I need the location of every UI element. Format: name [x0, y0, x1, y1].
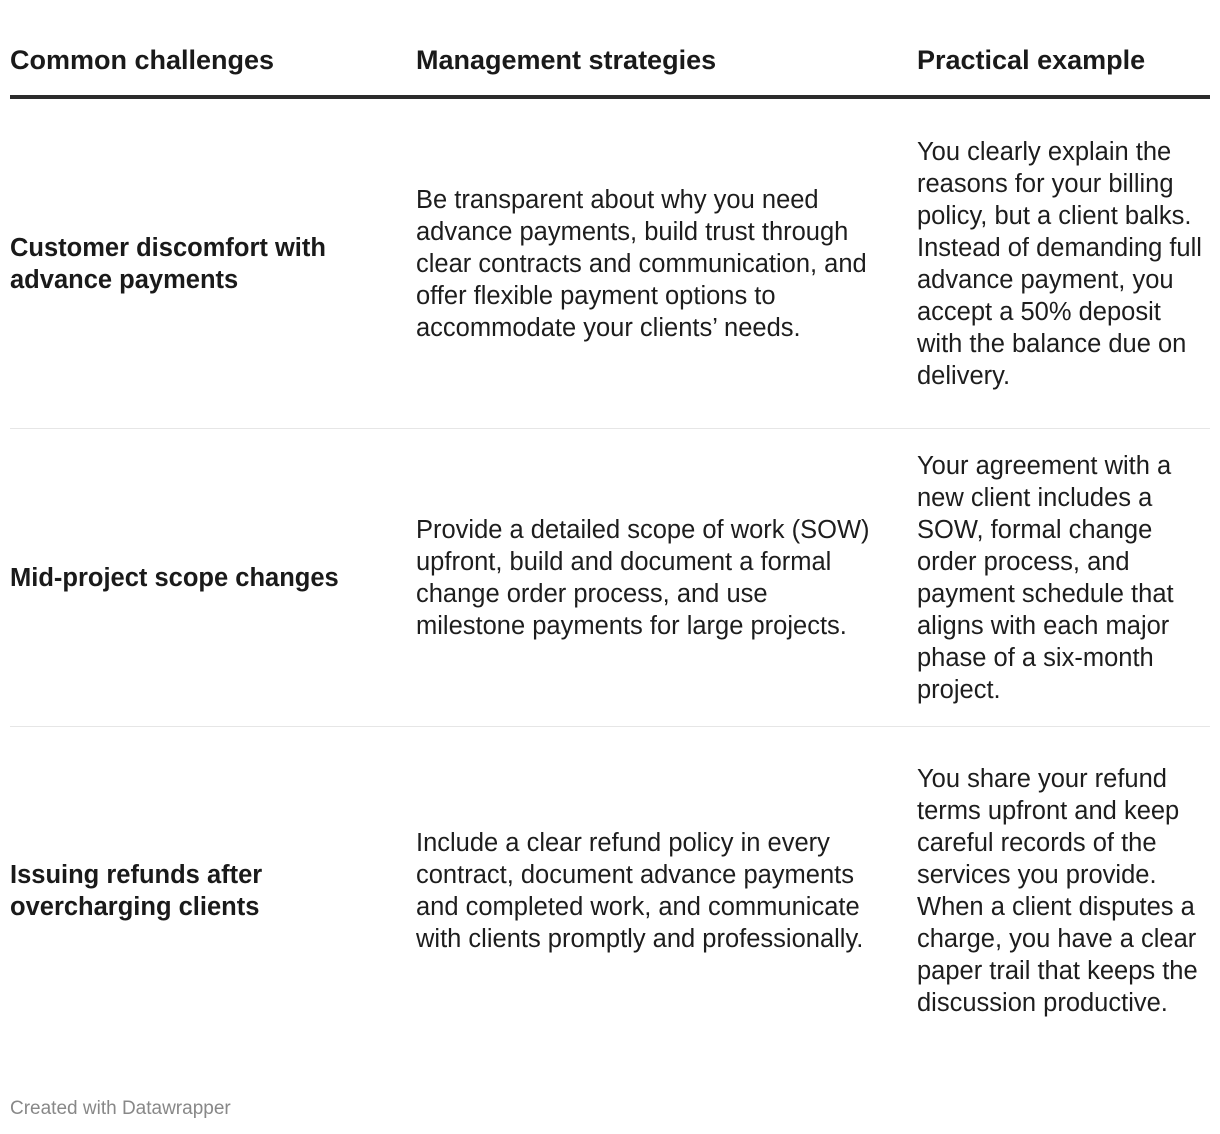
example-cell: You clearly explain the reasons for your billing policy, but a client balks. Instead of demanding full advance payment, you accept a 50% deposit with the balance due on delivery. — [917, 137, 1202, 390]
example-cell: Your agreement with a new client includes a SOW, formal change order process, and payment schedule that aligns with each major phase of a six-month project. — [917, 451, 1174, 704]
table-row — [10, 727, 1210, 1055]
table-row — [10, 429, 1210, 727]
strategy-cell: Provide a detailed scope of work (SOW) upfront, build and document a formal change order process, and use milestone payments for large projects. — [416, 515, 870, 640]
data-table — [10, 40, 1210, 1055]
example-cell: You share your refund terms upfront and keep careful records of the services you provide. When a client disputes a charge, you have a clear paper trail that keeps the discussion productive. — [917, 765, 1198, 1017]
challenge-cell: Customer discomfort with advance payments — [10, 233, 326, 294]
header-common-challenges: Common challenges — [10, 45, 275, 75]
table-row — [10, 99, 1210, 429]
strategy-cell: Be transparent about why you need advance payments, build trust through clear contracts and communication, and offer flexible payment options to accommodate your clients’ needs. — [416, 185, 867, 342]
challenge-cell: Mid-project scope changes — [10, 563, 339, 592]
table-header — [10, 40, 1210, 99]
strategy-cell: Include a clear refund policy in every contract, document advance payments and completed work, and communicate with clients promptly and professionally. — [416, 829, 864, 953]
header-management-strategies: Management strategies — [416, 45, 717, 75]
datawrapper-credit: Created with Datawrapper — [10, 1098, 231, 1119]
challenge-cell: Issuing refunds after overcharging clients — [10, 861, 263, 921]
header-practical-example: Practical example — [917, 45, 1146, 75]
